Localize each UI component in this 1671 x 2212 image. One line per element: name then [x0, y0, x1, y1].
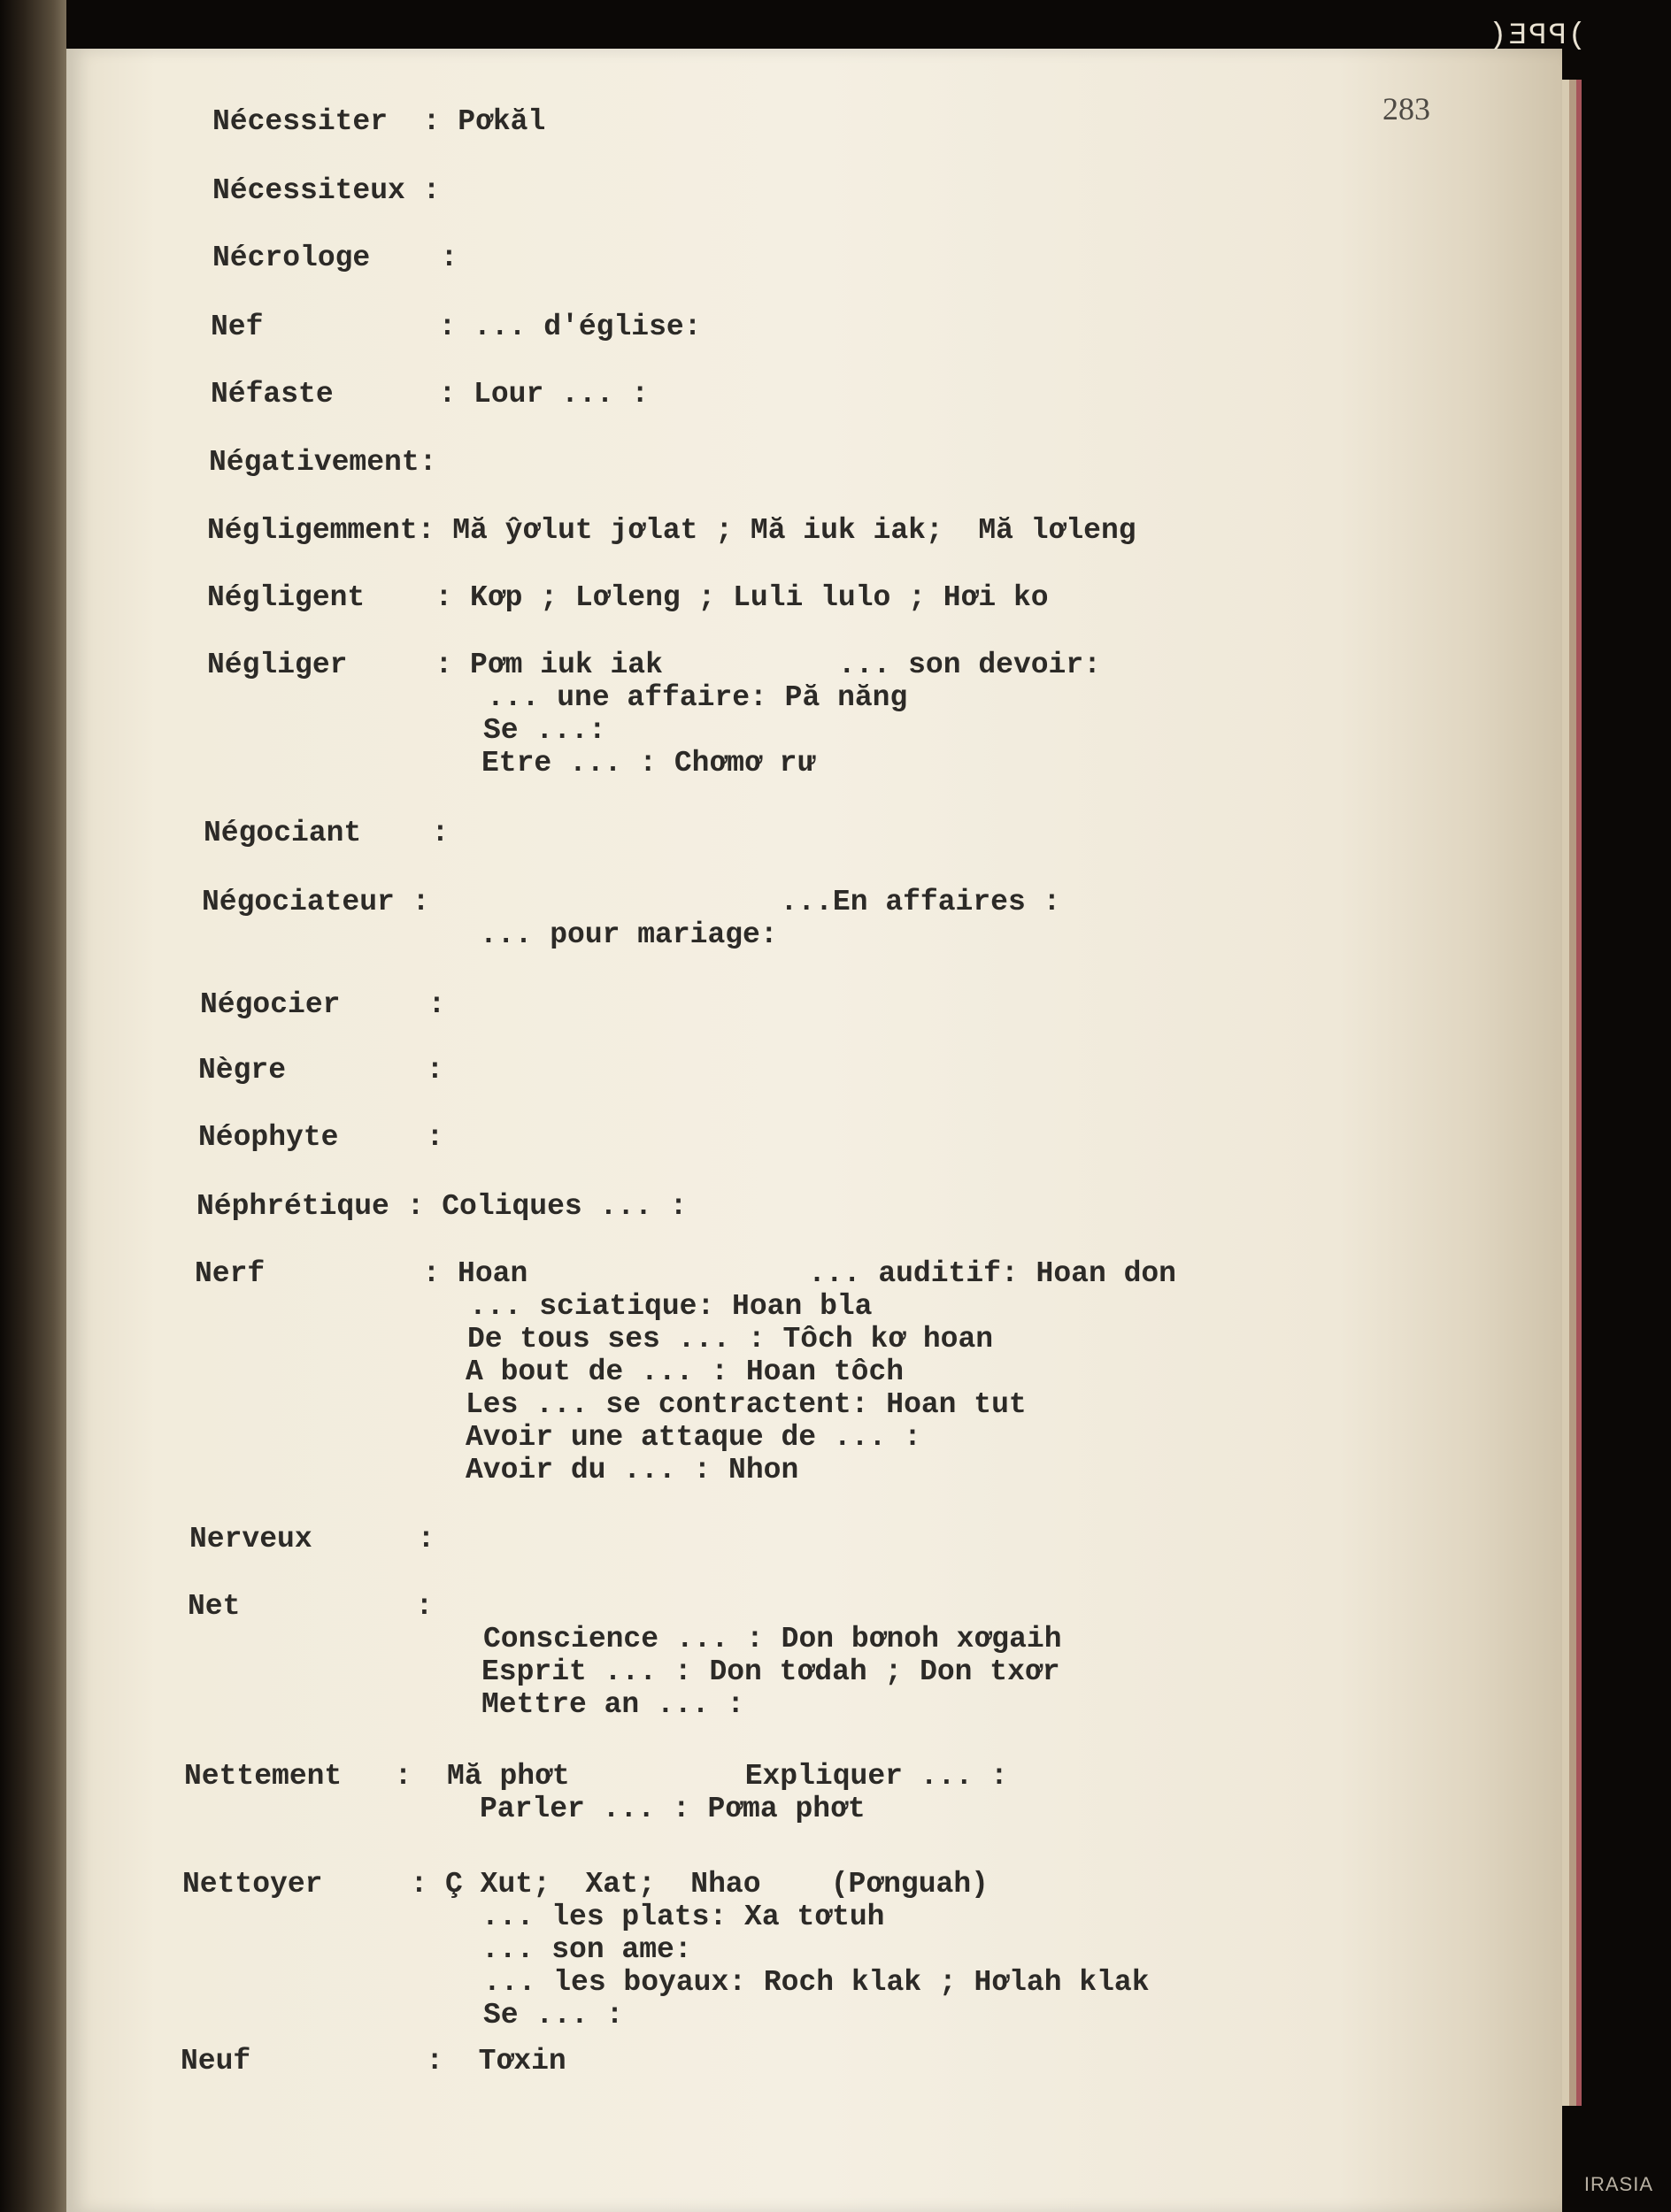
entry-headword-line: Négocier : — [200, 988, 446, 1021]
entry-headword-line: Négociant : — [204, 817, 450, 849]
entry-headword-line: Nerf : Hoan ... auditif: Hoan don — [195, 1257, 1176, 1290]
entry-headword-line: Nettement : Mă phơt Expliquer ... : — [184, 1760, 1008, 1793]
entry-subline: Esprit ... : Don tơdah ; Don txơr — [481, 1655, 1060, 1688]
entry-subline: ... pour mariage: — [480, 918, 778, 951]
entry-headword-line: Nègre : — [198, 1054, 444, 1087]
entry-subline: ... sciatique: Hoan bla — [469, 1290, 873, 1323]
watermark: IRASIA — [1583, 2173, 1653, 2195]
entry-headword-line: Nettoyer : Ç Xut; Xat; Nhao (Pơnguah) — [182, 1868, 989, 1901]
entry-subline: Les ... se contractent: Hoan tut — [466, 1388, 1027, 1421]
entry-headword-line: Négligent : Kơp ; Lơleng ; Luli lulo ; Hơi ko — [207, 581, 1049, 614]
entry-headword-line: Nécessiteux : — [212, 174, 441, 207]
entry-subline: Avoir du ... : Nhon — [466, 1454, 799, 1486]
entry-headword-line: Nécessiter : Pơkăl — [212, 105, 546, 138]
entry-subline: ... son ame: — [481, 1933, 692, 1966]
entry-headword-line: Négligemment: Mă ŷơlut jơlat ; Mă iuk iak; Mă lơleng — [207, 514, 1136, 547]
entry-headword-line: Néfaste : Lour ... : — [211, 378, 650, 411]
entry-headword-line: Néphrétique : Coliques ... : — [196, 1190, 688, 1223]
entry-headword-line: Nef : ... d'église: — [211, 311, 702, 343]
entry-headword-line: Neuf : Tơxin — [181, 2045, 566, 2078]
entry-subline: ... les plats: Xa tơtuh — [481, 1901, 885, 1933]
entry-subline: ... une affaire: Pă năng — [487, 681, 908, 714]
entry-headword-line: Négativement: — [209, 446, 437, 479]
entry-subline: Etre ... : Chơmơ rư — [481, 747, 815, 780]
entry-subline: Mettre an ... : — [481, 1688, 745, 1721]
entry-headword-line: Nécrologe : — [212, 242, 458, 274]
entry-subline: Parler ... : Pơma phơt — [480, 1793, 866, 1825]
entry-headword-line: Négociateur : ...En affaires : — [202, 886, 1061, 918]
entry-subline: Se ... : — [483, 1999, 624, 2032]
entry-headword-line: Négliger : Pơm iuk iak ... son devoir: — [207, 649, 1101, 681]
mirrored-header-text: )PPE( — [1487, 19, 1587, 53]
page-number: 283 — [1382, 91, 1430, 127]
entry-headword-line: Néophyte : — [198, 1121, 444, 1154]
entry-subline: A bout de ... : Hoan tôch — [466, 1356, 905, 1388]
entry-headword-line: Net : — [188, 1590, 434, 1623]
entry-subline: ... les boyaux: Roch klak ; Hơlah klak — [483, 1966, 1150, 1999]
entry-subline: De tous ses ... : Tôch kơ hoan — [467, 1323, 994, 1356]
entry-headword-line: Nerveux : — [189, 1523, 435, 1555]
entry-subline: Avoir une attaque de ... : — [466, 1421, 921, 1454]
entry-subline: Conscience ... : Don bơnoh xơgaih — [483, 1623, 1062, 1655]
entry-subline: Se ...: — [483, 714, 606, 747]
